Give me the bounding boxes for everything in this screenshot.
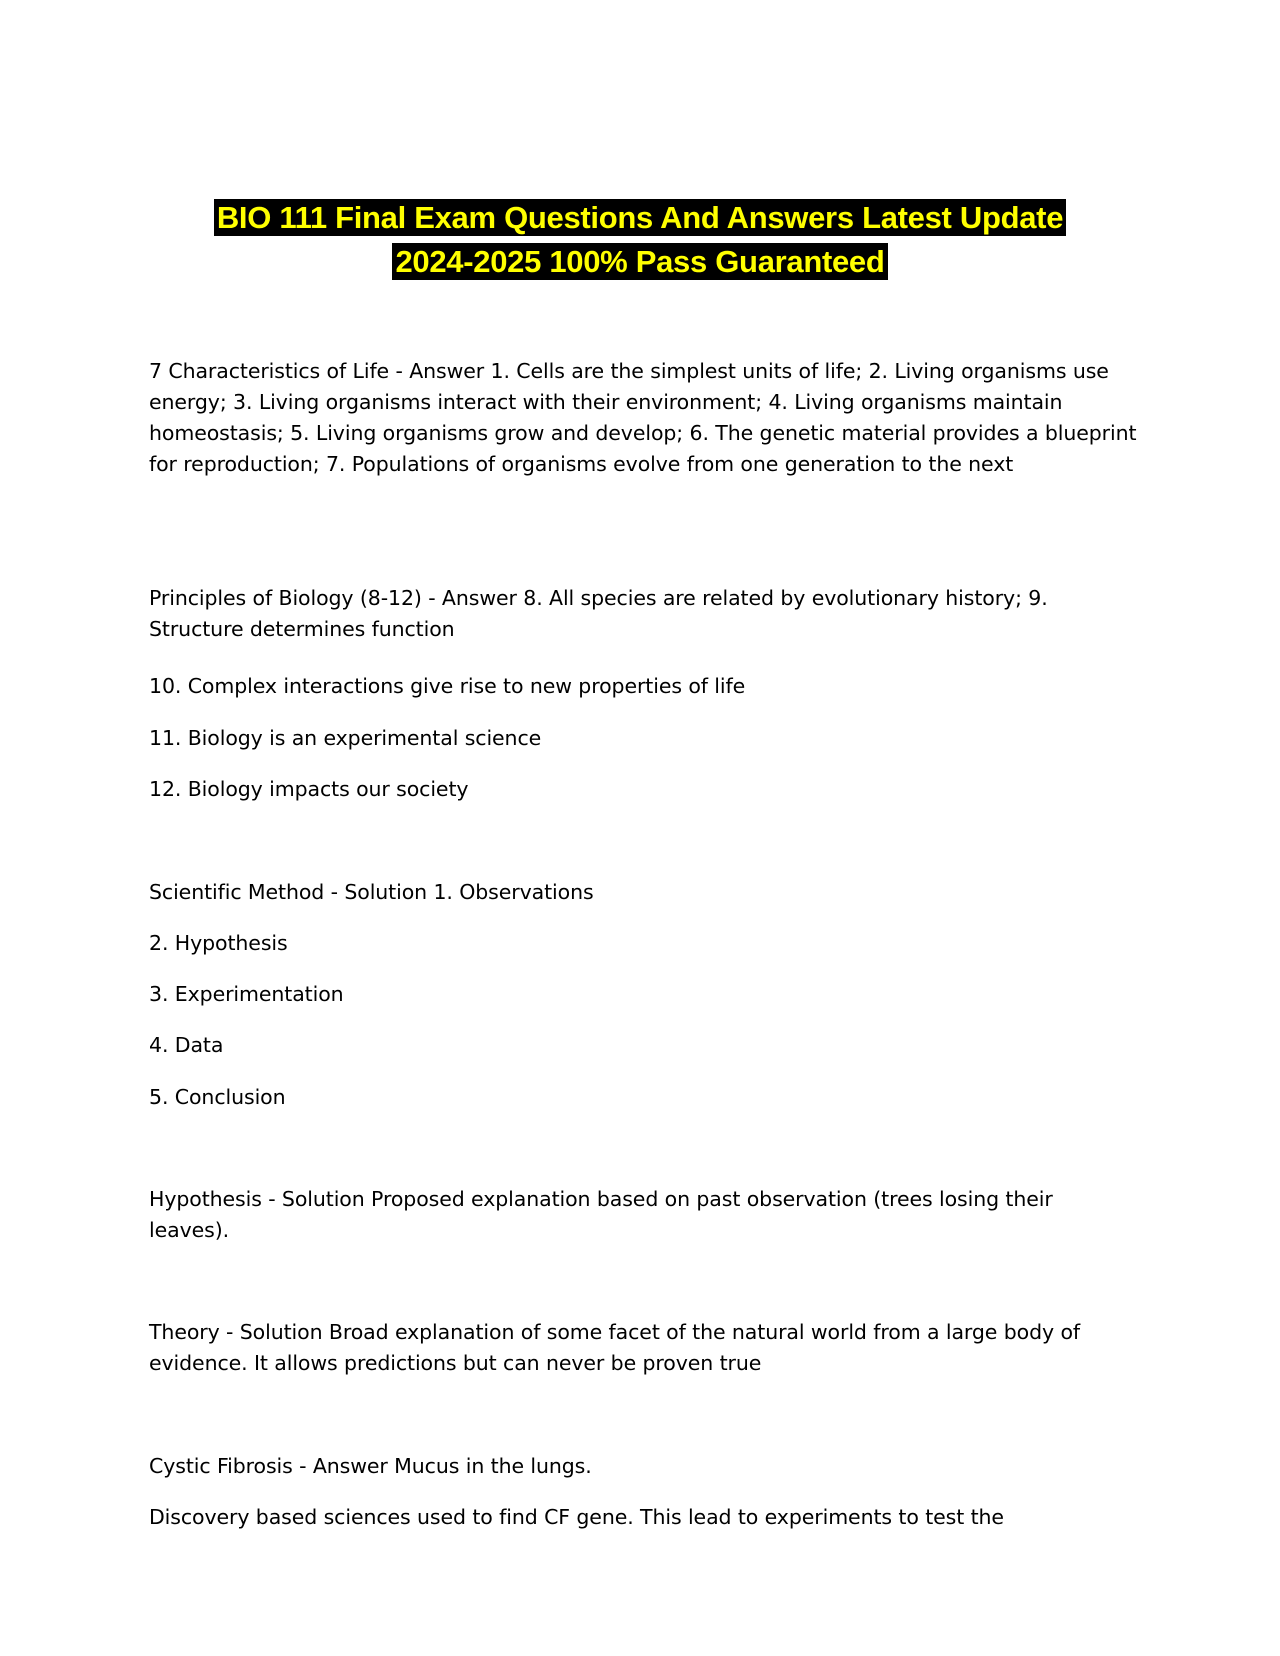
paragraph-scientific-method: Scientific Method - Solution 1. Observations [149,880,594,904]
title-line-1: BIO 111 Final Exam Questions And Answers Latest Update [214,199,1066,236]
title-line-2: 2024-2025 100% Pass Guaranteed [392,243,887,280]
paragraph-hypothesis: Hypothesis - Solution Proposed explanation based on past observation (trees losing their leaves). [149,1187,1053,1242]
list-item: 11. Biology is an experimental science [149,726,542,750]
paragraph-cystic-fibrosis: Cystic Fibrosis - Answer Mucus in the lungs. [149,1454,592,1478]
paragraph-principles-of-biology: Principles of Biology (8-12) - Answer 8. All species are related by evolutionary history; 9. Structure determines function [149,586,1048,641]
list-item: 4. Data [149,1033,224,1057]
list-item: 5. Conclusion [149,1085,286,1109]
paragraph-characteristics-of-life: 7 Characteristics of Life - Answer 1. Cells are the simplest units of life; 2. Living organisms use energy; 3. Living organisms interact with their environment; 4. Living organisms maintain homeostasis; 5. Living organisms grow and develop; 6. The genetic material provides a blueprint for reproduction; 7. Populations of organisms evolve from one generation to the next [149,359,1137,476]
list-item: 2. Hypothesis [149,931,288,955]
document-title [100,196,1180,284]
paragraph-theory: Theory - Solution Broad explanation of some facet of the natural world from a large body of evidence. It allows predictions but can never be proven true [149,1320,1080,1375]
paragraph-discovery-sciences: Discovery based sciences used to find CF gene. This lead to experiments to test the [149,1505,1004,1529]
list-item: 12. Biology impacts our society [149,777,469,801]
list-item: 10. Complex interactions give rise to new properties of life [149,674,746,698]
list-item: 3. Experimentation [149,982,344,1006]
